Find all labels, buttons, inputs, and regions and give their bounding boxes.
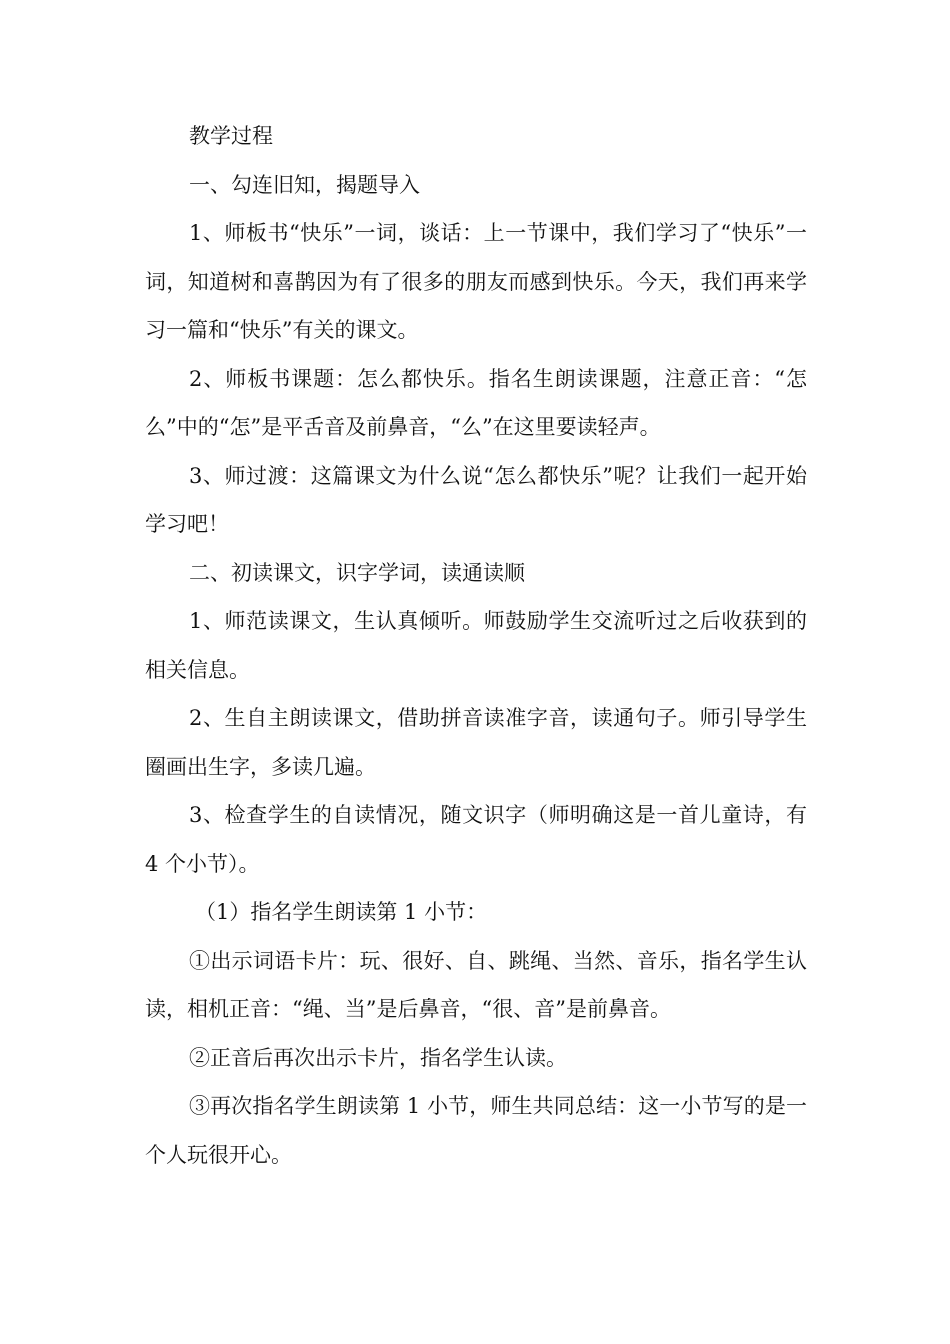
list-item-1: ①出示词语卡片：玩、很好、自、跳绳、当然、音乐，指名学生认读，相机正音：“绳、当”是后鼻音，“很、音”是前鼻音。 <box>145 948 807 1021</box>
paragraph-2-1: 1、师范读课文，生认真倾听。师鼓励学生交流听过之后收获到的相关信息。 <box>145 609 807 682</box>
document-body <box>145 112 807 1179</box>
list-item-2: ②正音后再次出示卡片，指名学生认读。 <box>189 1045 567 1070</box>
paragraph-1-2: 2、师板书课题：怎么都快乐。指名生朗读课题，注意正音：“怎么”中的“怎”是平舌音及前鼻音，“么”在这里要读轻声。 <box>145 366 807 439</box>
section-heading-1: 一、勾连旧知，揭题导入 <box>189 172 420 197</box>
paragraph-1-3: 3、师过渡：这篇课文为什么说“怎么都快乐”呢？让我们一起开始学习吧！ <box>145 463 807 536</box>
paragraph-2-2: 2、生自主朗读课文，借助拼音读准字音，读通句子。师引导学生圈画出生字，多读几遍。 <box>145 706 807 779</box>
section-heading-process: 教学过程 <box>189 124 273 148</box>
section-heading-2: 二、初读课文，识字学词，读通读顺 <box>189 560 525 585</box>
paragraph-2-3: 3、检查学生的自读情况，随文识字（师明确这是一首儿童诗，有 4 个小节）。 <box>145 803 807 876</box>
subsection-heading-1: （1）指名学生朗读第 1 小节： <box>195 900 488 924</box>
list-item-3: ③再次指名学生朗读第 1 小节，师生共同总结：这一小节写的是一个人玩很开心。 <box>145 1094 807 1167</box>
paragraph-1-1: 1、师板书“快乐”一词，谈话：上一节课中，我们学习了“快乐”一词，知道树和喜鹊因为有了很多的朋友而感到快乐。今天，我们再来学习一篇和“快乐”有关的课文。 <box>145 221 807 342</box>
